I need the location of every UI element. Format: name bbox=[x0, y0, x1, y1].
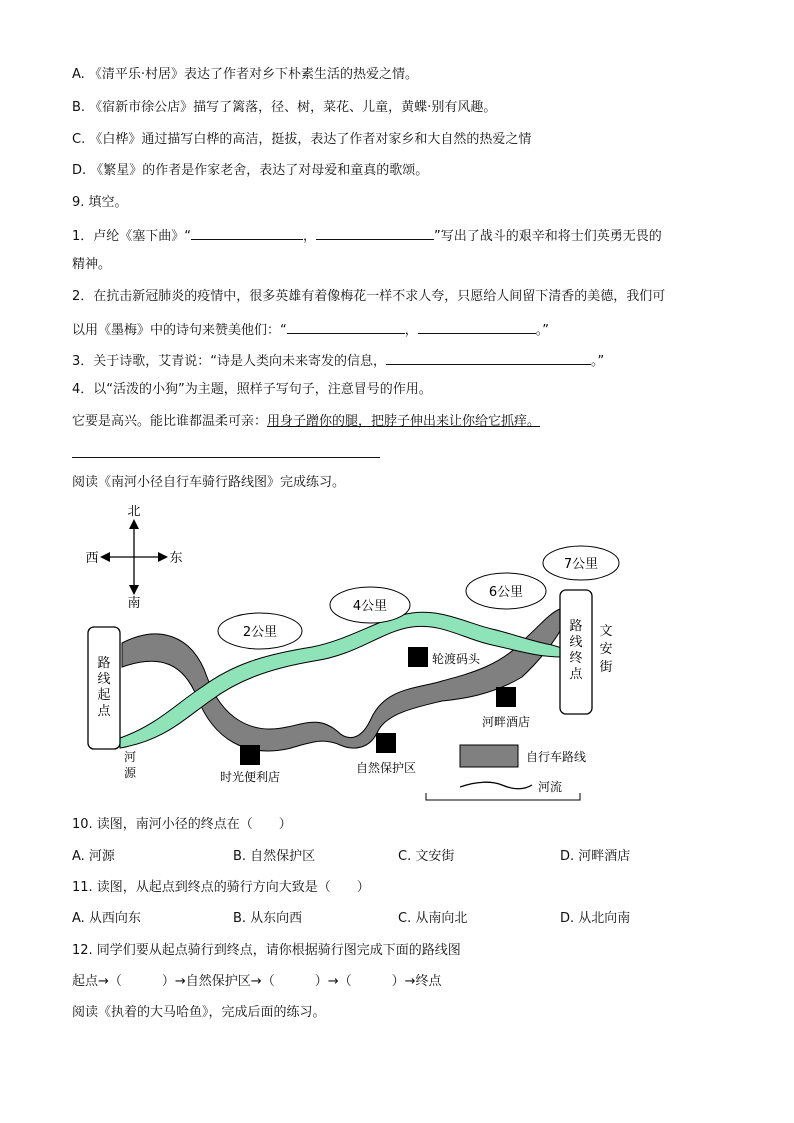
river-source-char: 河 bbox=[123, 750, 137, 764]
q9-item1 bbox=[72, 225, 662, 246]
q10-option-c[interactable]: C. 文安街 bbox=[398, 849, 455, 864]
compass-north: 北 bbox=[127, 505, 141, 519]
route-part: 起点→（ bbox=[72, 974, 122, 989]
q10-option-a[interactable]: A. 河源 bbox=[72, 849, 115, 864]
answer-line[interactable] bbox=[72, 457, 380, 458]
q11-option-c[interactable]: C. 从南向北 bbox=[398, 911, 468, 926]
q9-item1-post: ”写出了战斗的艰辛和将士们英勇无畏的 bbox=[434, 229, 662, 244]
reserve-marker bbox=[376, 733, 396, 753]
answer-blank[interactable] bbox=[418, 319, 536, 334]
legend-route-swatch bbox=[460, 745, 518, 767]
distance-label: 7公里 bbox=[563, 557, 599, 572]
reading-next: 阅读《执着的大马哈鱼》，完成后面的练习。 bbox=[72, 1005, 326, 1020]
store-label: 时光便利店 bbox=[219, 770, 281, 784]
q8-option-a: A. 《清平乐·村居》表达了作者对乡下朴素生活的热爱之情。 bbox=[72, 67, 419, 82]
ferry-label: 轮渡码头 bbox=[432, 652, 481, 666]
end-label-char: 终 bbox=[569, 651, 583, 666]
q9-item2-line2 bbox=[72, 319, 549, 340]
wenan-street-char: 街 bbox=[599, 660, 613, 675]
q11-stem: 11. 读图，从起点到终点的骑行方向大致是（ ） bbox=[72, 880, 370, 895]
distance-label: 6公里 bbox=[488, 585, 524, 600]
q10-option-d[interactable]: D. 河畔酒店 bbox=[560, 849, 631, 864]
answer-blank[interactable] bbox=[191, 225, 303, 240]
q11-option-a[interactable]: A. 从西向东 bbox=[72, 911, 141, 926]
q10-stem: 10. 读图，南河小径的终点在（ ） bbox=[72, 817, 292, 832]
start-label-char: 线 bbox=[97, 672, 111, 687]
legend-bracket bbox=[426, 793, 580, 800]
answer-blank[interactable] bbox=[386, 350, 591, 365]
example-underlined: 用身子蹭你的腿，把脖子伸出来让你给它抓痒。 bbox=[267, 414, 541, 429]
end-label-char: 线 bbox=[569, 635, 583, 650]
compass-south: 南 bbox=[127, 596, 141, 611]
q12-route bbox=[72, 973, 442, 991]
answer-blank[interactable] bbox=[316, 225, 434, 240]
reserve-label: 自然保护区 bbox=[355, 761, 417, 775]
q9-item3-post: 。” bbox=[591, 354, 605, 369]
reading-intro: 阅读《南河小径自行车骑行路线图》完成练习。 bbox=[72, 475, 346, 490]
distance-label: 4公里 bbox=[352, 599, 388, 614]
q9-item2-pre: 以用《墨梅》中的诗句来赞美他们：“ bbox=[72, 323, 287, 338]
q9-item1-mid: ， bbox=[303, 229, 317, 244]
end-label-char: 点 bbox=[569, 667, 583, 682]
answer-blank[interactable] bbox=[287, 319, 405, 334]
q9-item1-cont: 精神。 bbox=[72, 257, 112, 272]
q9-item3 bbox=[72, 350, 604, 371]
start-label-char: 路 bbox=[97, 656, 111, 671]
q11-option-d[interactable]: D. 从北向南 bbox=[560, 911, 631, 926]
legend-river-label: 河流 bbox=[538, 780, 563, 794]
route-part: ）→终点 bbox=[391, 974, 442, 989]
q9-title: 9. 填空。 bbox=[72, 195, 128, 210]
wenan-street-char: 安 bbox=[599, 642, 613, 657]
compass-east: 东 bbox=[169, 551, 183, 566]
end-label-char: 路 bbox=[569, 619, 583, 634]
compass-icon bbox=[100, 519, 168, 595]
hotel-marker bbox=[496, 687, 516, 707]
start-label-char: 起 bbox=[97, 688, 111, 703]
q10-option-b[interactable]: B. 自然保护区 bbox=[233, 849, 316, 864]
route-map bbox=[82, 505, 622, 805]
q9-example bbox=[72, 413, 540, 431]
distance-label: 2公里 bbox=[242, 625, 278, 640]
q9-item2-mid: ， bbox=[404, 323, 418, 338]
q9-item2-line1: 2．在抗击新冠肺炎的疫情中，很多英雄有着像梅花一样不求人夸，只愿给人间留下清香的美德，我们可 bbox=[72, 289, 666, 304]
q9-item3-pre: 3．关于诗歌，艾青说：“诗是人类向未来寄发的信息， bbox=[72, 354, 387, 369]
hotel-label: 河畔酒店 bbox=[481, 715, 531, 729]
q12-stem: 12. 同学们要从起点骑行到终点，请你根据骑行图完成下面的路线图 bbox=[72, 943, 461, 958]
legend-route-label: 自行车路线 bbox=[526, 750, 587, 764]
q8-option-d: D. 《繁星》的作者是作家老舍，表达了对母爱和童真的歌颂。 bbox=[72, 163, 429, 178]
start-label-char: 点 bbox=[97, 704, 111, 719]
q9-item4: 4．以“活泼的小狗”为主题，照样子写句子，注意冒号的作用。 bbox=[72, 382, 432, 397]
q9-item2-post: 。” bbox=[535, 323, 550, 338]
ferry-marker bbox=[408, 647, 428, 667]
q8-option-c: C. 《白桦》通过描写白桦的高洁，挺拔，表达了作者对家乡和大自然的热爱之情 bbox=[72, 132, 532, 147]
q9-item1-pre: 1．卢纶《塞下曲》“ bbox=[72, 229, 192, 244]
compass-west: 西 bbox=[85, 551, 99, 566]
q11-option-b[interactable]: B. 从东向西 bbox=[233, 911, 303, 926]
example-plain: 它要是高兴。能比谁都温柔可亲： bbox=[72, 414, 268, 429]
route-part: ）→自然保护区→（ bbox=[161, 974, 275, 989]
river-source-char: 源 bbox=[123, 766, 137, 780]
store-marker bbox=[240, 745, 260, 765]
wenan-street-char: 文 bbox=[599, 624, 613, 639]
legend-river-icon bbox=[460, 782, 532, 789]
route-part: ）→（ bbox=[314, 974, 352, 989]
q8-option-b: B. 《宿新市徐公店》描写了篱落，径、树，菜花、儿童，黄蝶·别有风趣。 bbox=[72, 100, 497, 115]
